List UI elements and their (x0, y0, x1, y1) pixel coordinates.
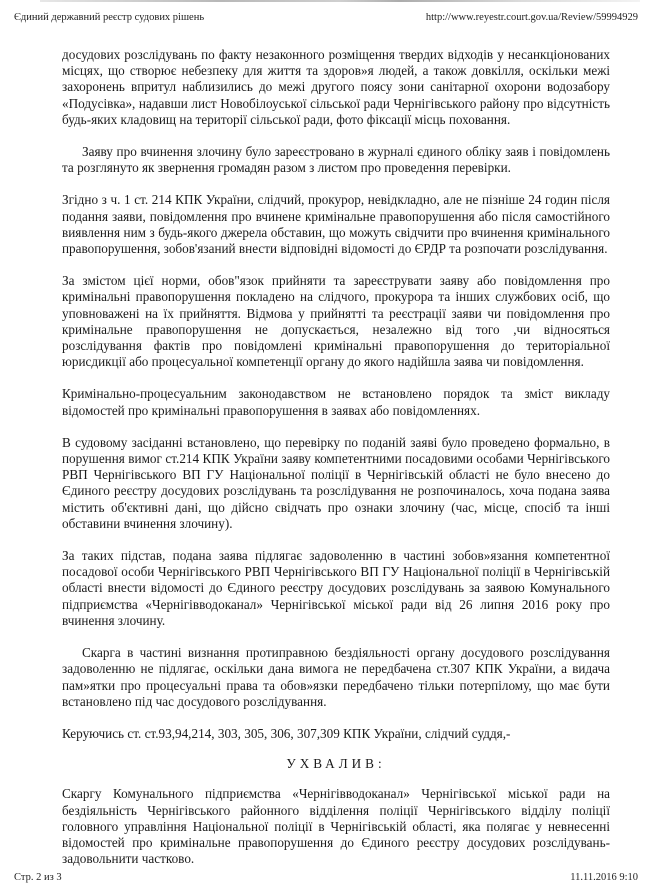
paragraph-article-214: Згідно з ч. 1 ст. 214 КПК України, слідчий, прокурор, невідкладно, але не пізніше 24 годин після подання заяви, повідомлення про вчинене кримінальне правопорушення або після самостійного виявлення ним з будь-якого джерела обставин, що можуть свідчити про вчинення кримінального правопорушення, зобов'язаний внести відповідні відомості до ЄРДР та розпочати розслідування. (62, 192, 610, 257)
ruling-heading: УХВАЛИВ: (286, 756, 386, 772)
paragraph-court-findings: В судовому засіданні встановлено, що перевірку по поданій заяві було проведено формально, в порушення вимог ст.214 КПК України заяву компетентними посадовими особами Чернігівського РВП Чернігівського ВП ГУ Національної поліції в Чернігівській області не було внесено до Єдиного реєстру досудових розслідувань та розслідування не розпочиналось, хоча подана заява містить об'єктивні дані, що дійсно свідчать про ознаки злочину (час, місце, спосіб та інші обставини вчинення злочину). (62, 434, 610, 531)
ruling-text: Скаргу Комунального підприємства «Чернігівводоканал» Чернігівської міської ради на бездіяльність Чернігівського районного відділення поліції Чернігівського відділу поліції головного управління Національної поліції в Чернігівській області, яка полягає у невнесенні відомостей про кримінальне правопорушення до Єдиного реєстру досудових розслідувань- задовольнити частково. (62, 786, 610, 867)
paragraph-registration: Заяву про вчинення злочину було зареєстровано в журналі єдиного обліку заяв і повідомлень та розглянуто як звернення громадян разом з листом про проведення перевірки. (62, 144, 610, 176)
document-url[interactable]: http://www.reyestr.court.gov.ua/Review/59994929 (425, 12, 638, 23)
paragraph-procedural-law: Кримінально-процесуальним законодавством не встановлено порядок та зміст викладу відомостей про кримінальні правопорушення в заявах або повідомленнях. (62, 386, 610, 418)
paragraph-guided-by: Керуючись ст. ст.93,94,214, 303, 305, 306, 307,309 КПК України, слідчий суддя,- (62, 725, 511, 741)
print-datetime: 11.11.2016 9:10 (570, 872, 638, 883)
paragraph-norm-content: За змістом цієї норми, обов"язок прийняти та зареєструвати заяву або повідомлення про кримінальні правопорушення покладено на слідчого, прокурора та інших службових осіб, що уповноважені на їх прийняття. Відмова у прийнятті та реєстрації заяви чи повідомлення про кримінальне правопорушення не допускається, незалежно від того ,чи відносяться розслідування фактів про повідомлені кримінальні правопорушення до територіальної юрисдикції або процесуальної компетенції органу до якого надійшла заява чи повідомлення. (62, 273, 610, 370)
paragraph-grounds: За таких підстав, подана заява підлягає задоволенню в частині зобов»язання компетентної посадової особи Чернігівського РВП Чернігівського ВП ГУ Національної поліції в Чернігівській області внести відомості до Єдиного реєстру досудових розслідувань за заявою Комунального підприємства «Чернігівводоканал» Чернігівської міської ради від 26 липня 2016 року про вчинення злочину. (62, 548, 610, 628)
registry-title: Єдиний державний реєстр судових рішень (14, 12, 205, 23)
scan-artifact (40, 0, 640, 2)
page-number: Стр. 2 из 3 (14, 872, 62, 883)
document-body (62, 47, 610, 883)
page-header (14, 12, 638, 23)
page-footer (14, 872, 638, 883)
paragraph-complaint-part: Скарга в частині визнання протиправною бездіяльності органу досудового розслідування задоволенню не підлягає, оскільки дана вимога не передбачена ст.307 КПК України, а видача пам»ятки про процесуальні права та обов»язки передбачено тільки потерпілому, що має бути встановлено під час досудового розслідування. (62, 645, 610, 709)
paragraph-continuation: досудових розслідувань по факту незаконного розміщення твердих відходів у несанкціонованих місцях, що створює небезпеку для життя та здоров»я людей, а також довкілля, оскільки межі захоронень впритул наблизились до межі другого поясу зони санітарної охорони водозабору «Подусівка», надавши лист Новобілоуської сільської ради Чернігівського району про відсутність будь-яких кладовищ на території сільської ради, фото фіксації місць поховання. (62, 47, 610, 127)
